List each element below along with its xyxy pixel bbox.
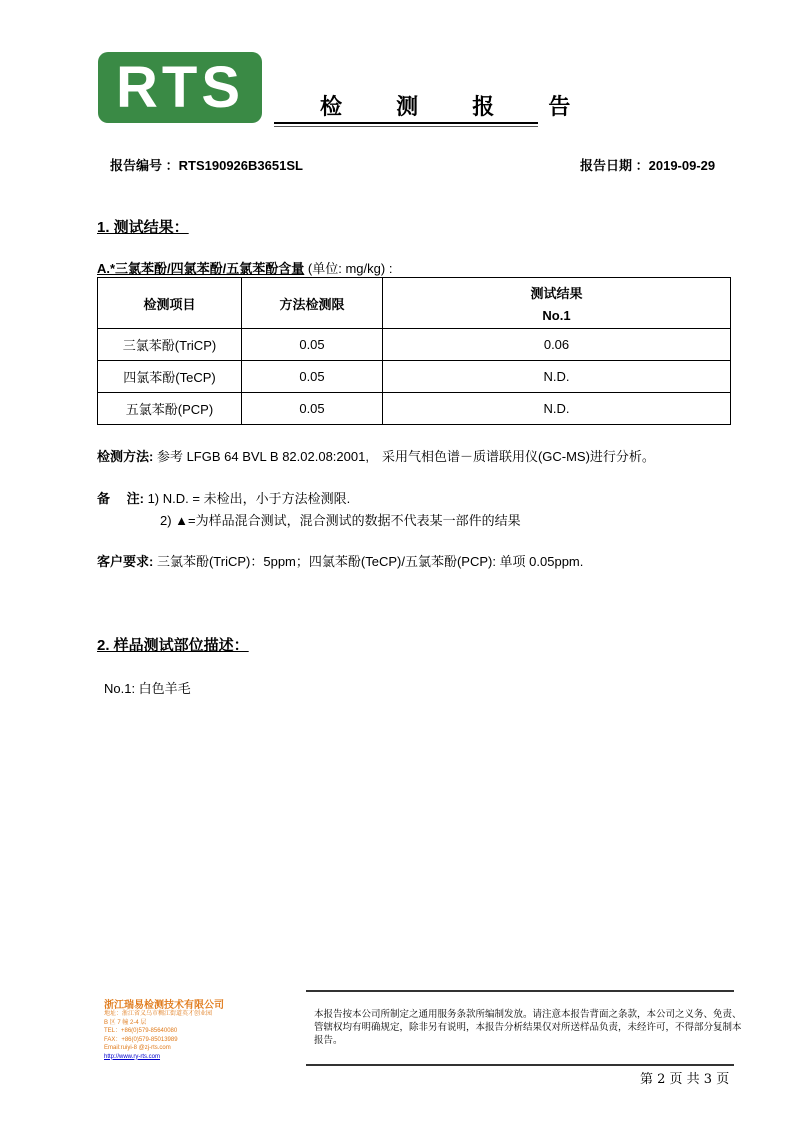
client-requirement: 客户要求: 三氯苯酚(TriCP)：5ppm；四氯苯酚(TeCP)/五氯苯酚(PCP): 单项 0.05ppm. — [97, 554, 584, 569]
page-number: 第 2 页 共 3 页 — [640, 1072, 730, 1087]
test-method: 检测方法: 参考 LFGB 64 BVL B 82.02.08:2001, 采用气相色谱－质谱联用仪(GC-MS)进行分析。 — [97, 449, 655, 464]
remarks: 备 注: 1) N.D. = 未检出，小于方法检测限. — [97, 491, 351, 506]
results-table — [97, 277, 731, 425]
header-mdl: 方法检测限 — [242, 278, 383, 329]
remark-2: 2) ▲=为样品混合测试，混合测试的数据不代表某一部件的结果 — [160, 513, 521, 528]
table-caption: A.*三氯苯酚/四氯苯酚/五氯苯酚含量 (单位: mg/kg) : — [97, 261, 393, 276]
report-number: 报告编号 ：RTS190926B3651SL — [110, 158, 303, 173]
cell: 三氯苯酚(TriCP) — [98, 329, 242, 361]
cell: 0.06 — [383, 329, 731, 361]
footer-company: 浙江瑞易检测技术有限公司 — [104, 1000, 224, 1011]
footer-contact: 地址：浙江省义乌市稠江街道英才创业园 B 区 7 幢 2-4 层 TEL：+86(0)579-85640080 FAX：+86(0)579-85013989 Email:ruiyi-8 @zj-rts.com http://www.ry-rts.com — [104, 1011, 213, 1060]
table-row — [98, 329, 731, 361]
footer-top-rule — [306, 990, 734, 992]
cell: 0.05 — [242, 361, 383, 393]
title-underline-2 — [274, 126, 538, 127]
cell: N.D. — [383, 393, 731, 425]
cell: 四氯苯酚(TeCP) — [98, 361, 242, 393]
cell: N.D. — [383, 361, 731, 393]
cell: 0.05 — [242, 393, 383, 425]
cell: 五氯苯酚(PCP) — [98, 393, 242, 425]
cell: 0.05 — [242, 329, 383, 361]
footer-url[interactable]: http://www.ry-rts.com — [104, 1053, 161, 1060]
table-row — [98, 393, 731, 425]
footer-disclaimer: 本报告按本公司所制定之通用服务条款所编制发放。请注意本报告背面之条款，本公司之义务、免责、管辖权均有明确规定，除非另有说明，本报告分析结果仅对所送样品负责，未经许可，不得部分复制本报告。 — [314, 1009, 742, 1046]
header-result: 测试结果 No.1 — [383, 278, 731, 329]
title-underline — [274, 122, 538, 124]
table-header-row — [98, 278, 731, 329]
section-1-heading: 1. 测试结果： — [97, 219, 189, 236]
report-date: 报告日期 ：2019-09-29 — [580, 158, 716, 173]
footer-bottom-rule — [306, 1064, 734, 1066]
report-title: 检 测 报 告 — [320, 94, 595, 119]
section-2-heading: 2. 样品测试部位描述： — [97, 637, 249, 654]
sample-description: No.1: 白色羊毛 — [104, 681, 191, 696]
rts-logo: RTS — [98, 52, 262, 123]
table-row — [98, 361, 731, 393]
header-item: 检测项目 — [98, 278, 242, 329]
